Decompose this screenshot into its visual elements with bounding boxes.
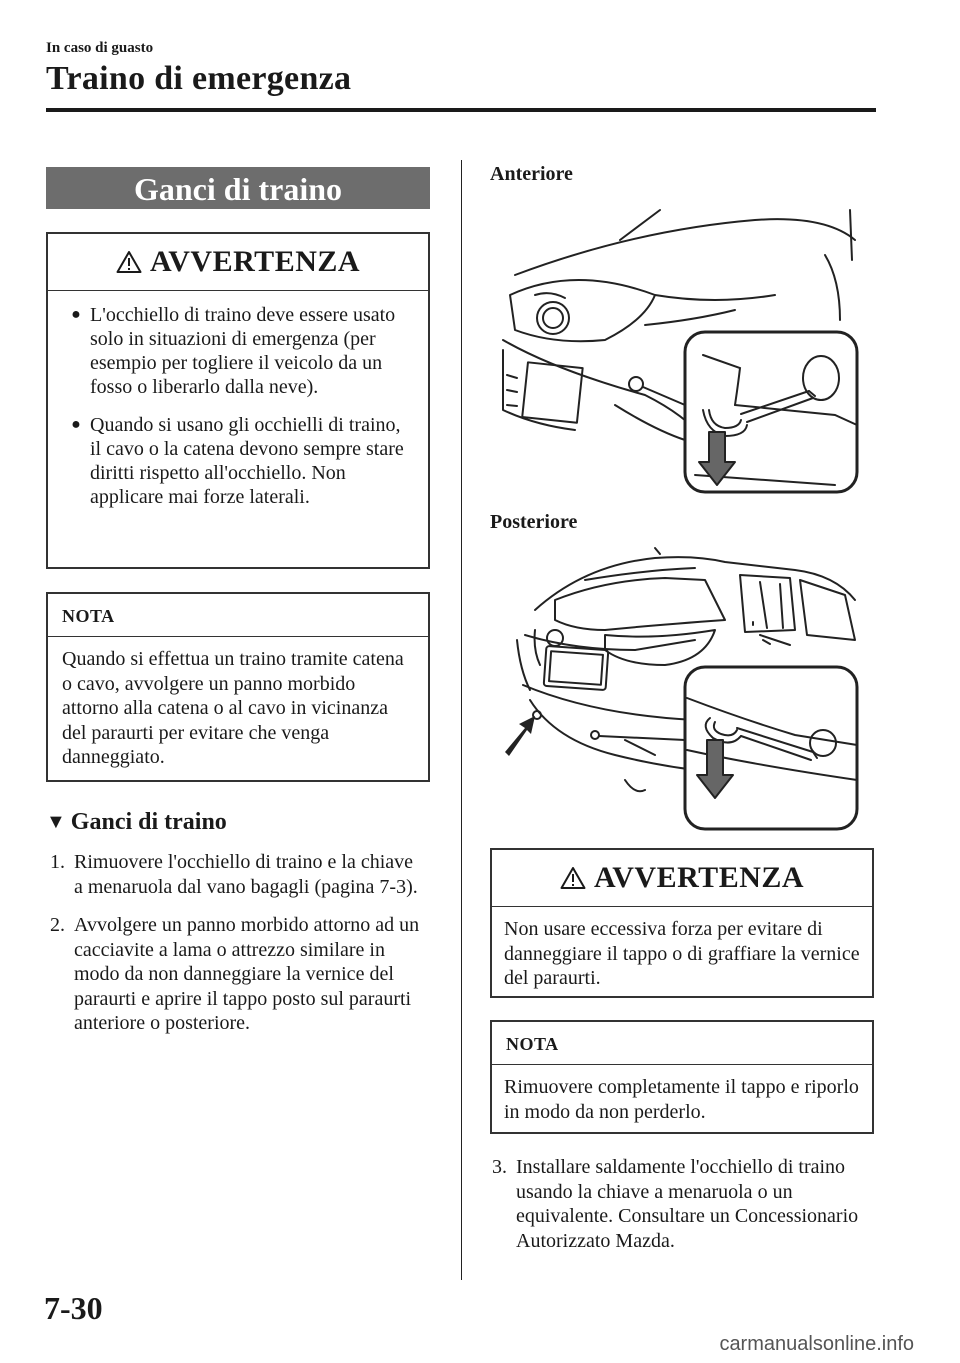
step-number: 3. xyxy=(492,1156,507,1178)
rear-bumper-illustration xyxy=(495,540,865,840)
title-rule xyxy=(46,108,876,112)
bullet-dot: ● xyxy=(71,416,81,433)
warning-bullet xyxy=(62,413,414,509)
section-kicker: In caso di guasto xyxy=(46,40,154,56)
step-item xyxy=(50,913,420,1036)
subheading xyxy=(46,809,227,836)
bullet-dot: ● xyxy=(71,306,81,323)
warning-title: AVVERTENZA xyxy=(593,861,805,894)
label-front: Anteriore xyxy=(490,163,573,185)
warning-title: AVVERTENZA xyxy=(149,245,361,278)
label-rear: Posteriore xyxy=(490,511,578,533)
step-number: 2. xyxy=(50,914,65,936)
step-text: Rimuovere l'occhiello di traino e la chiave a menaruola dal vano bagagli (pagina 7-3). xyxy=(74,851,418,898)
warning-text: Non usare eccessiva forza per evitare di danneggiare il tappo o di graffiare la vernice del paraurti. xyxy=(504,918,860,989)
note-box-2 xyxy=(490,1020,874,1134)
steps-list xyxy=(50,850,420,1036)
triangle-down-icon: ▼ xyxy=(46,811,66,833)
note-header: NOTA xyxy=(48,594,428,637)
note-header: NOTA xyxy=(492,1022,872,1065)
front-bumper-illustration xyxy=(495,200,865,500)
note-box-1 xyxy=(46,592,430,782)
subheading-text: Ganci di traino xyxy=(70,809,227,835)
step-text: Avvolgere un panno morbido attorno ad un cacciavite a lama o attrezzo similare in modo da non danneggiare la vernice del paraurti e aprire il tappo posto sul paraurti anteriore o posteriore. xyxy=(74,914,420,1034)
warning-header xyxy=(492,850,872,907)
warning-bullet xyxy=(62,303,414,399)
watermark-link[interactable]: carmanualsonline.info xyxy=(719,1333,914,1355)
bullet-text: Quando si usano gli occhielli di traino, il cavo o la catena devono sempre stare diritti rispetto all'occhiello. Non applicare mai forze laterali. xyxy=(90,414,404,508)
warning-header xyxy=(48,234,428,291)
section-banner: Ganci di traino xyxy=(46,167,430,209)
note-text: Quando si effettua un traino tramite catena o cavo, avvolgere un panno morbido attorno alla catena o al cavo in vicinanza del paraurti per evitare che venga danneggiato. xyxy=(62,648,404,768)
warning-icon xyxy=(116,250,142,274)
column-divider xyxy=(461,160,462,1280)
warning-icon xyxy=(560,866,586,890)
warning-body xyxy=(48,291,428,509)
step-item xyxy=(492,1155,864,1253)
bullet-text: L'occhiello di traino deve essere usato solo in situazioni di emergenza (per esempio per togliere il veicolo da un fosso o liberarlo dalla neve). xyxy=(90,304,396,398)
step-number: 1. xyxy=(50,851,65,873)
page-number: 7-30 xyxy=(44,1290,103,1326)
note-text: Rimuovere completamente il tappo e riporlo in modo da non perderlo. xyxy=(504,1076,859,1123)
step-item xyxy=(50,850,420,899)
step-text: Installare saldamente l'occhiello di traino usando la chiave a menaruola o un equivalente. Consultare un Concessionario Autorizzato Mazda. xyxy=(516,1156,859,1252)
page-title: Traino di emergenza xyxy=(46,60,352,97)
warning-box-2 xyxy=(490,848,874,998)
warning-box-1 xyxy=(46,232,430,569)
